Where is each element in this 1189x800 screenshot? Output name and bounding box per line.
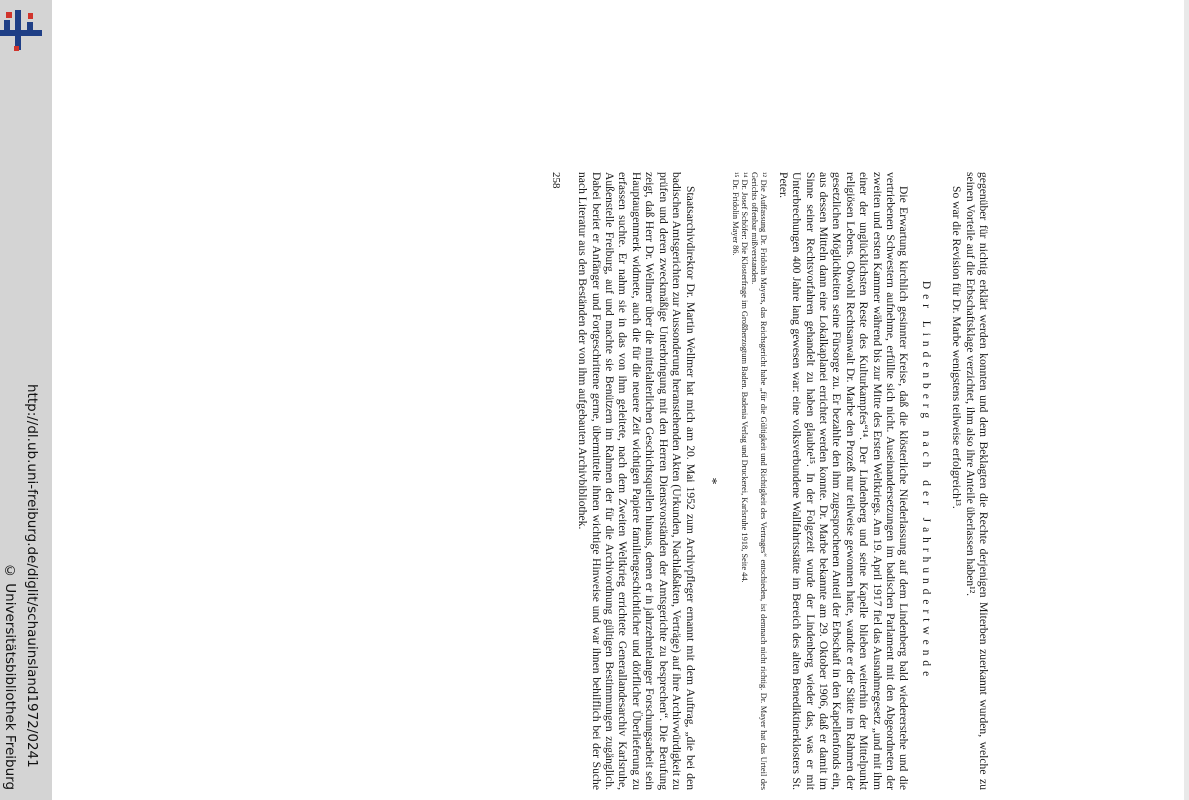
ub-freiburg-logo-icon bbox=[0, 6, 48, 52]
footnotes bbox=[730, 172, 768, 790]
page-content bbox=[250, 172, 990, 790]
intro-paragraph-2: So war die Revision für Dr. Marbe wenigstens teilweise erfolgreich¹³. bbox=[950, 186, 964, 509]
body-paragraph-1: Die Erwartung kirchlich gesinnter Kreise, daß die klösterliche Niederlassung auf dem Lindenberg bald wiedererstehe und die vertriebenen Schwestern aufnehme, erfüllte sich nicht. Auseinandersetzungen im badischen Parlament mit den Abgeordneten der zweiten und ersten Kammer während bis zur Mitte des Ersten Weltkriegs. Am 19. April 1917 fiel das Ausnahmegesetz „und mit ihm einer der unglücklichsten Reste des Kulturkampfes“¹⁴. Der Lindenberg und seine Kapelle blieben weiterhin der Mittelpunkt religiösen Lebens. Obwohl Rechtsanwalt Dr. Marbe den Prozeß nur teilweise gewonnen hatte, wandte er der Stätte im Rahmen der gesetzlichen Möglichkeiten seine Fürsorge zu. Er bezahlte den ihm zugesprochenen Anteil der Erbschaft in den Kapellenfonds ein, aus dessen Mitteln dann eine Lokalkaplanei errichtet werden konnte. Dr. Marbe bekannte am 29. Oktober 1906, daß er damit im Sinne seiner Rechtsvorfahren gehandelt zu haben glaubte¹⁵. In der Folgezeit wurde der Lindenberg wieder das, was er mit Unterbrechungen 400 Jahre lang gewesen war: eine volksverbundene Wallfahrtsstätte im Bereich des alten Benediktinerklosters St. Peter. bbox=[776, 172, 911, 790]
footnote: ¹⁵ Dr. Fridolin Mayer 86. bbox=[730, 172, 740, 256]
footnote: ¹⁴ Dr. Josef Schöfer: Die Klosterfrage im Großherzogtum Baden. Badenia Verlag und Druckerei, Karlsruhe 1918, Seite 44. bbox=[740, 172, 750, 583]
footnote: ¹² Die Auffassung Dr. Fridolin Mayers, das Reichsgericht habe „für die Gültigkeit und Richtigkeit des Vertrages“ entschieden, ist demnach nicht richtig. Dr. Mayer hat das Urteil des Gerichts offenbar mißverstanden. bbox=[749, 172, 769, 790]
document-url[interactable]: http://dl.ub.uni-freiburg.de/diglit/schauinsland1972/0241 bbox=[24, 384, 40, 768]
viewer-sidebar bbox=[0, 0, 52, 800]
section-heading: Der Lindenberg nach der Jahrhundertwende bbox=[919, 280, 932, 682]
section-separator: * bbox=[703, 477, 719, 485]
page-number: 258 bbox=[549, 172, 562, 189]
intro-paragraph: gegenüber für nichtig erklärt werden konnten und dem Beklagten die Rechte derjenigen Miterben zuerkannt wurden, welche zu seinen Vorteile auf die Erbschaftsklage verzichtet, ihm also ihre Anteile überlassen haben¹². bbox=[963, 172, 990, 790]
body-paragraph-2: Staatsarchivdirektor Dr. Martin Wellmer hat mich am 20. Mai 1952 zum Archivpfleger ernannt mit dem Auftrag, „die bei den badischen Amtsgerichten zur Aussonderung heranstehenden Akten (Urkunden, Nachlaßakten, Verträge) auf ihre Archivwürdigkeit zu prüfen und deren zweckmäßige Unterbringung mit den Herren Dienstvorständen der Amtsgerichte zu besprechen“. Die Berufung zeigt, daß Herr Dr. Wellmer über die mittelalterlichen Geschichtsquellen hinaus, denen er in jahrzehntelanger Forschungsarbeit sein Hauptaugenmerk widmete, auch die für die neuere Zeit wichtigen Papiere familiengeschichtlicher und dörflicher Überlieferung zu erfassen suchte. Er nahm sie in das von ihm geleitete, nach dem Zweiten Weltkrieg errichtete Generallandesarchiv Karlsruhe, Außenstelle Freiburg, auf und machte sie Benützern im Rahmen der für die Archivordnung gültigen Bestimmungen zugänglich. Dabei beriet er Anfänger und Fortgeschrittene gerne, übermittelte ihnen wichtige Hinweise und war ihnen behilflich bei der Suche nach Literatur aus den Beständen der von ihm aufgebauten Archivbibliothek. bbox=[576, 172, 697, 790]
copyright-notice: © Universitätsbibliothek Freiburg bbox=[2, 563, 18, 791]
scanned-page bbox=[250, 172, 990, 790]
viewer-right-edge bbox=[1184, 0, 1189, 800]
